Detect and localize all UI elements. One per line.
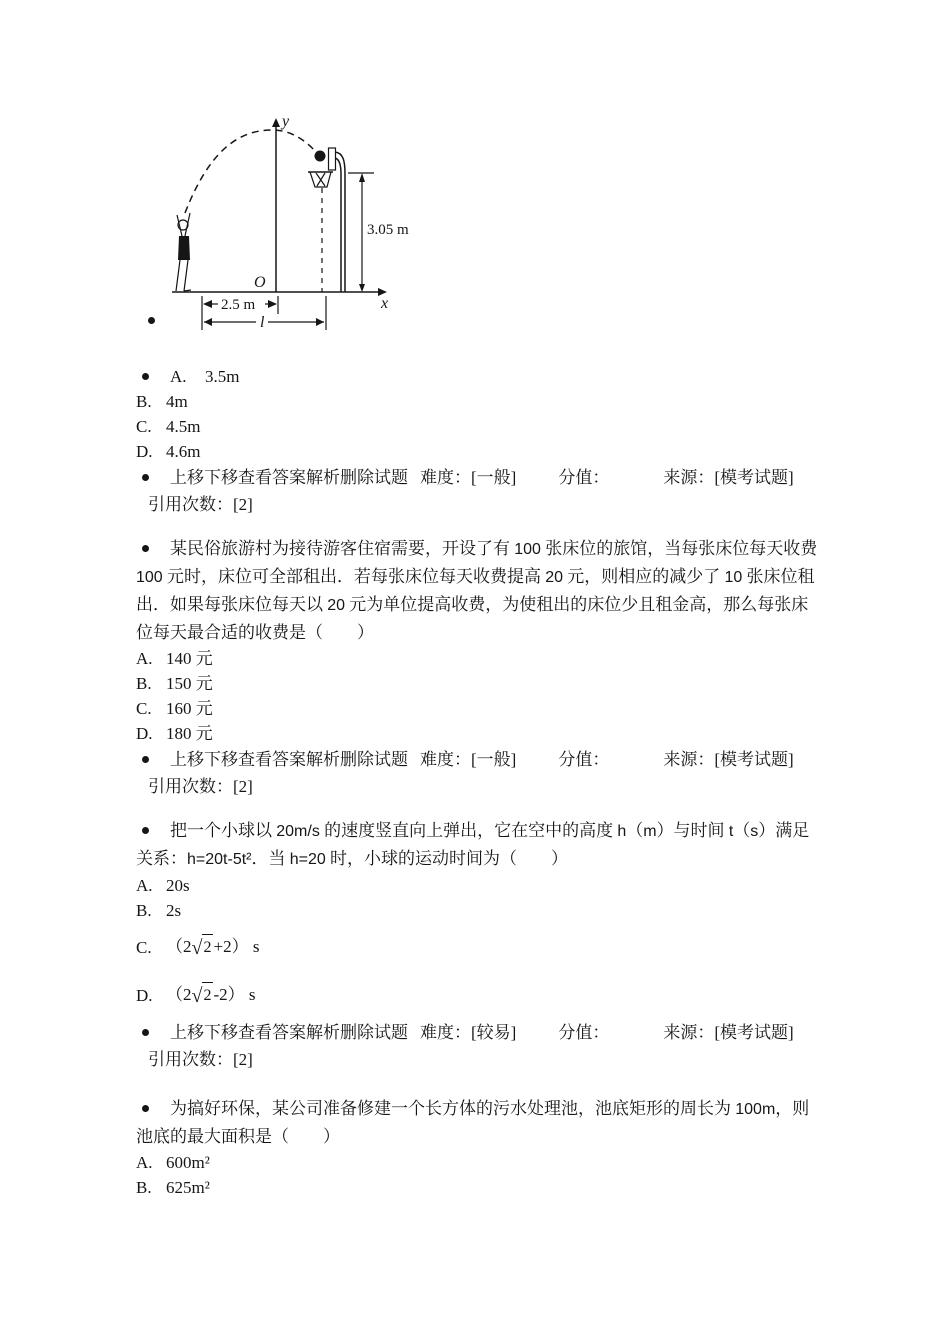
meta-score xyxy=(558,468,609,487)
meta-score-label: 分值： xyxy=(558,468,610,487)
radicand: 2 xyxy=(202,934,213,960)
meta-score xyxy=(558,750,609,769)
question-block-3 xyxy=(136,817,822,1073)
y-axis-label: y xyxy=(282,113,290,130)
meta-citations-value: [2] xyxy=(233,1050,253,1069)
shot-distance-label: 2.5 m xyxy=(221,297,256,313)
latin-text: m xyxy=(643,823,657,840)
option-list xyxy=(136,1150,822,1200)
meta-difficulty xyxy=(420,468,516,487)
radicand: 2 xyxy=(202,982,213,1008)
list-bullet xyxy=(142,545,149,552)
action-move-down-link[interactable]: 下移 xyxy=(204,750,238,769)
option-text: 4.6m xyxy=(166,442,201,461)
option-text: 4.5m xyxy=(166,417,201,436)
y-axis-arrow xyxy=(272,118,280,127)
question-block-4 xyxy=(136,1095,822,1200)
option-letter: A. xyxy=(136,876,153,895)
basketball-icon xyxy=(315,151,326,162)
question-body xyxy=(136,817,822,873)
meta-citations-value: [2] xyxy=(233,777,253,796)
list-bullet xyxy=(142,756,149,763)
latin-text: t xyxy=(728,823,734,840)
sqrt-radical xyxy=(192,982,214,1009)
meta-citations-label: 引用次数： xyxy=(148,1050,233,1069)
option-text: 3.5m xyxy=(205,367,240,386)
option-text: 2s xyxy=(166,901,182,920)
action-delete-link[interactable]: 删除试题 xyxy=(340,1023,408,1042)
option-text: 625m² xyxy=(166,1178,210,1197)
basketball-shot-figure xyxy=(170,110,420,338)
meta-difficulty-label: 难度： xyxy=(420,750,471,769)
meta-source xyxy=(663,750,793,769)
option-letter: B. xyxy=(136,674,152,693)
rim-height-label: 3.05 m xyxy=(367,222,409,238)
meta-difficulty-value: [一般] xyxy=(471,750,517,769)
latin-text: h=20 xyxy=(289,851,326,868)
sqrt-radical xyxy=(192,934,214,961)
question-text: 把一个小球以 20m/s 的速度竖直向上弹出，它在空中的高度 h（m）与时间 t（s）满足关系：h=20t-5t²．当 h=20 时，小球的运动时间为（ ） xyxy=(136,821,810,868)
option-letter: D. xyxy=(136,985,153,1005)
meta-difficulty-value: [一般] xyxy=(471,468,517,487)
option-text: 20s xyxy=(166,876,190,895)
option-letter: A. xyxy=(170,367,187,386)
option-letter: C. xyxy=(136,937,152,957)
option-text: 160 元 xyxy=(166,699,213,718)
option-list xyxy=(136,364,822,464)
hoop-pole xyxy=(335,152,345,292)
meta-source xyxy=(663,468,793,487)
latin-text: 20 xyxy=(327,597,346,614)
option-letter: D. xyxy=(136,724,153,743)
list-bullet xyxy=(142,1029,149,1036)
option-row xyxy=(136,873,822,898)
question-meta-row xyxy=(136,464,822,518)
option-letter: C. xyxy=(136,699,152,718)
option-row xyxy=(136,1175,822,1200)
meta-source-label: 来源： xyxy=(663,468,715,487)
option-row xyxy=(136,971,822,1019)
meta-citations-value: [2] xyxy=(233,495,253,514)
option-text: （2√2 -2） s xyxy=(166,982,256,1009)
question-block-2 xyxy=(136,535,822,800)
option-letter: B. xyxy=(136,392,152,411)
question-text: 为搞好环保，某公司准备修建一个长方体的污水处理池，池底矩形的周长为 100m，则池底的最大面积是（ ） xyxy=(136,1099,810,1146)
latin-text: 20m/s xyxy=(276,823,320,840)
action-delete-link[interactable]: 删除试题 xyxy=(340,468,408,487)
option-letter: A. xyxy=(136,649,153,668)
option-letter: A. xyxy=(136,1153,153,1172)
shooter-figure xyxy=(176,213,191,291)
question-list xyxy=(136,364,822,1200)
option-text: 4m xyxy=(166,392,188,411)
latin-text: 10 xyxy=(724,569,743,586)
meta-citations xyxy=(148,1050,253,1069)
latin-text: 100 xyxy=(514,541,541,558)
option-row xyxy=(136,389,822,414)
option-letter: B. xyxy=(136,1178,152,1197)
meta-source-value: [模考试题] xyxy=(714,750,794,769)
meta-citations xyxy=(148,495,253,514)
latin-text: h=20t-5t² xyxy=(187,851,252,868)
meta-difficulty-value: [较易] xyxy=(471,1023,517,1042)
latin-text: h xyxy=(617,823,627,840)
option-row xyxy=(136,646,822,671)
meta-citations-label: 引用次数： xyxy=(148,495,233,514)
latin-text: 100m xyxy=(735,1101,776,1118)
meta-citations-label: 引用次数： xyxy=(148,777,233,796)
trajectory-parabola xyxy=(185,130,316,213)
latin-text: 20 xyxy=(545,569,563,586)
option-row xyxy=(136,364,822,389)
question-text: 某民俗旅游村为接待游客住宿需要，开设了有 100 张床位的旅馆，当每张床位每天收费 100 元时，床位可全部租出．若每张床位每天收费提高 20 元，则相应的减少了 10 张床位租出．如果每张床位每天以 20 元为单位提高收费，为使租出的床位少且租金高，那么每张床位每天最合适的收费是（ ） xyxy=(136,539,818,642)
meta-difficulty-label: 难度： xyxy=(420,468,471,487)
action-move-up-link[interactable]: 上移 xyxy=(170,1023,204,1042)
meta-source-label: 来源： xyxy=(663,1023,715,1042)
action-view-answer-link[interactable]: 查看答案解析 xyxy=(238,750,340,769)
option-letter: B. xyxy=(136,901,152,920)
span-label: l xyxy=(260,314,265,331)
radical-sign: √ xyxy=(191,984,203,1007)
list-bullet xyxy=(142,827,149,834)
option-row xyxy=(136,923,822,971)
meta-source xyxy=(663,1023,793,1042)
option-text: 140 元 xyxy=(166,649,213,668)
option-row xyxy=(136,439,822,464)
radical-sign: √ xyxy=(191,936,203,959)
action-move-up-link[interactable]: 上移 xyxy=(170,468,204,487)
option-row xyxy=(136,414,822,439)
question-meta-row xyxy=(136,1019,822,1073)
meta-score xyxy=(558,1023,609,1042)
question-body xyxy=(136,535,822,646)
meta-difficulty-label: 难度： xyxy=(420,1023,471,1042)
action-move-down-link[interactable]: 下移 xyxy=(204,468,238,487)
x-axis-label: x xyxy=(381,295,389,312)
option-letter: C. xyxy=(136,417,152,436)
list-bullet xyxy=(142,1105,149,1112)
meta-score-label: 分值： xyxy=(558,1023,610,1042)
action-move-down-link[interactable]: 下移 xyxy=(204,1023,238,1042)
action-delete-link[interactable]: 删除试题 xyxy=(340,750,408,769)
option-row xyxy=(136,721,822,746)
option-letter: D. xyxy=(136,442,153,461)
list-bullet xyxy=(142,373,149,380)
option-text: 600m² xyxy=(166,1153,210,1172)
option-row xyxy=(136,696,822,721)
figure-row xyxy=(136,110,822,338)
option-list xyxy=(136,646,822,746)
origin-label: O xyxy=(254,274,266,291)
option-list xyxy=(136,873,822,1019)
meta-difficulty xyxy=(420,1023,516,1042)
list-bullet xyxy=(142,474,149,481)
meta-source-value: [模考试题] xyxy=(714,468,794,487)
meta-source-value: [模考试题] xyxy=(714,1023,794,1042)
latin-text: s xyxy=(750,823,759,840)
option-text: 180 元 xyxy=(166,724,213,743)
action-view-answer-link[interactable]: 查看答案解析 xyxy=(238,1023,340,1042)
action-move-up-link[interactable]: 上移 xyxy=(170,750,204,769)
meta-difficulty xyxy=(420,750,516,769)
option-row xyxy=(136,1150,822,1175)
question-block-1 xyxy=(136,364,822,518)
question-body xyxy=(136,1095,822,1150)
option-text: （2√2 +2） s xyxy=(166,934,259,961)
meta-source-label: 来源： xyxy=(663,750,715,769)
question-meta-row xyxy=(136,746,822,800)
meta-citations xyxy=(148,777,253,796)
option-text: 150 元 xyxy=(166,674,213,693)
option-row xyxy=(136,671,822,696)
action-view-answer-link[interactable]: 查看答案解析 xyxy=(238,468,340,487)
option-row xyxy=(136,898,822,923)
latin-text: 100 xyxy=(136,569,163,586)
list-bullet xyxy=(148,317,155,324)
meta-score-label: 分值： xyxy=(558,750,610,769)
